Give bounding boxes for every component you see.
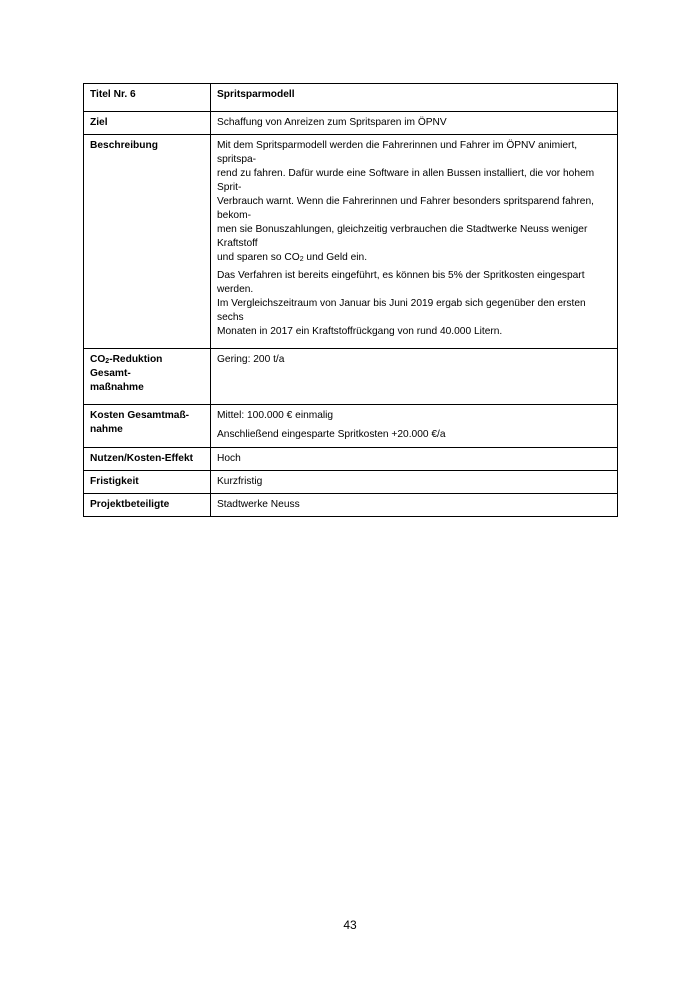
description-line: Das Verfahren ist bereits eingeführt, es können bis 5% der Spritkosten eingespart werden. <box>217 270 585 295</box>
row-nutzen <box>84 448 618 471</box>
row-beteiligte <box>84 494 618 517</box>
row-fristigkeit <box>84 471 618 494</box>
value-co2: Gering: 200 t/a <box>211 349 618 405</box>
row-co2 <box>84 349 618 405</box>
description-line: Im Vergleichszeitraum von Januar bis Juni 2019 ergab sich gegenüber den ersten sechs <box>217 298 586 323</box>
label-ziel: Ziel <box>84 112 211 135</box>
row-ziel <box>84 112 618 135</box>
measure-table <box>83 83 618 517</box>
value-ziel: Schaffung von Anreizen zum Spritsparen im ÖPNV <box>211 112 618 135</box>
label-kosten <box>84 405 211 448</box>
label-co2-text: -Reduktion Gesamt- <box>90 354 163 379</box>
description-line: rend zu fahren. Dafür wurde eine Software in allen Bussen installiert, die vor hohem Sprit- <box>217 168 595 193</box>
value-beschreibung <box>211 135 618 349</box>
description-line: Monaten in 2017 ein Kraftstoffrückgang von rund 40.000 Litern. <box>217 326 503 337</box>
description-line: und sparen so CO <box>217 252 300 263</box>
row-kosten <box>84 405 618 448</box>
description-paragraph-2 <box>217 269 611 339</box>
label-kosten-text: nahme <box>90 424 123 435</box>
value-kosten <box>211 405 618 448</box>
label-co2-text: maßnahme <box>90 382 144 393</box>
description-line: men sie Bonuszahlungen, gleichzeitig verbrauchen die Stadtwerke Neuss weniger Kraftstoff <box>217 224 588 249</box>
label-beteiligte: Projektbeteiligte <box>84 494 211 517</box>
value-fristigkeit: Kurzfristig <box>211 471 618 494</box>
cost-line: Mittel: 100.000 € einmalig <box>217 410 334 421</box>
row-beschreibung <box>84 135 618 349</box>
label-beschreibung: Beschreibung <box>84 135 211 349</box>
description-line: Mit dem Spritsparmodell werden die Fahrerinnen und Fahrer im ÖPNV animiert, spritspa- <box>217 140 578 165</box>
label-kosten-text: Kosten Gesamtmaß- <box>90 410 190 421</box>
value-beteiligte: Stadtwerke Neuss <box>211 494 618 517</box>
label-co2-text: CO <box>90 354 106 365</box>
subscript-2: 2 <box>299 256 304 263</box>
label-fristigkeit: Fristigkeit <box>84 471 211 494</box>
table-header-row <box>84 84 618 112</box>
title-name: Spritsparmodell <box>211 84 618 112</box>
title-number: Titel Nr. 6 <box>84 84 211 112</box>
label-co2 <box>84 349 211 405</box>
description-line: Verbrauch warnt. Wenn die Fahrerinnen und Fahrer besonders spritsparend fahren, bekom- <box>217 196 594 221</box>
label-nutzen: Nutzen/Kosten-Effekt <box>84 448 211 471</box>
page-number: 43 <box>343 918 357 932</box>
description-line: und Geld ein. <box>303 252 368 263</box>
description-paragraph-1 <box>217 139 611 265</box>
cost-line: Anschließend eingesparte Spritkosten +20.000 €/a <box>217 429 446 440</box>
subscript-2: 2 <box>105 358 110 365</box>
value-nutzen: Hoch <box>211 448 618 471</box>
